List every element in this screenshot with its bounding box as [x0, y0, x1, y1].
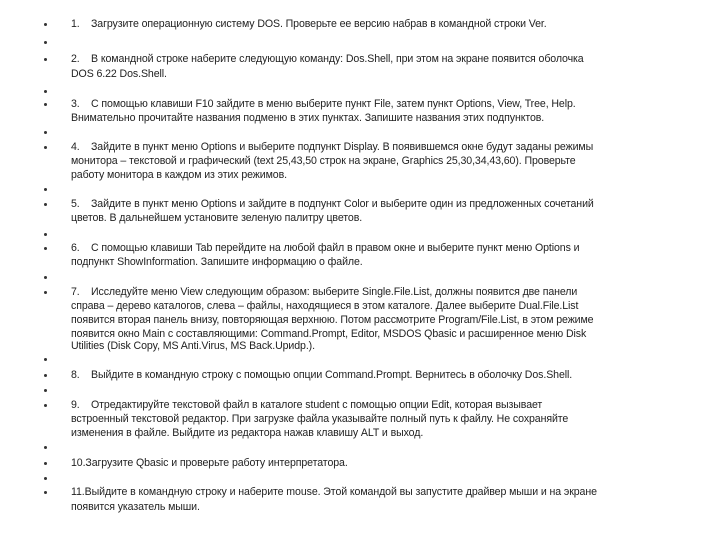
- text-line: [0, 471, 720, 486]
- bullet-icon: [44, 446, 47, 449]
- bullet-icon: [44, 23, 47, 26]
- line-text: цветов. В дальнейшем установите зеленую палитру цветов.: [71, 212, 363, 224]
- line-text: появится окно Main с составляющими: Command.Prompt, Editor, MSDOS Qbasic и расширенное меню Disk: [71, 328, 587, 340]
- text-line: [0, 352, 720, 367]
- line-text: Utilities (Disk Copy, MS Anti.Virus, MS Back.Upиdp.).: [71, 340, 315, 352]
- text-line: [0, 140, 720, 155]
- text-line: [0, 67, 720, 82]
- line-text: справа – дерево каталогов, слева – файлы, находящиеся в этом каталоге. Далее выберите Dual.File.List: [71, 300, 579, 312]
- bullet-icon: [44, 233, 47, 236]
- bullet-icon: [44, 103, 47, 106]
- text-line: [0, 241, 720, 256]
- line-text: монитора – текстовой и графический (text 25,43,50 строк на экране, Graphics 25,30,34,43,60). Проверьте: [71, 155, 576, 167]
- line-text: 9. Отредактируйте текстовой файл в каталоге student с помощью опции Edit, которая вызывает: [71, 399, 543, 411]
- bullet-icon: [44, 203, 47, 206]
- text-line: [0, 168, 720, 183]
- bullet-icon: [44, 491, 47, 494]
- bullet-icon: [44, 90, 47, 93]
- text-line: [0, 313, 720, 328]
- bullet-icon: [44, 291, 47, 294]
- line-text: 10.Загрузите Qbasic и проверьте работу интерпретатора.: [71, 457, 348, 469]
- line-text: 8. Выйдите в командную строку с помощью опции Command.Prompt. Вернитесь в оболочку Dos.Shell.: [71, 369, 573, 381]
- text-line: [0, 285, 720, 300]
- bullet-icon: [44, 404, 47, 407]
- line-text: работу монитора в каждом из этих режимов.: [71, 169, 287, 181]
- bullet-icon: [44, 374, 47, 377]
- line-text: 4. Зайдите в пункт меню Options и выберите подпункт Display. В появившемся окне будут заданы режимы: [71, 141, 594, 153]
- line-text: 11.Выйдите в командную строку и наберите mouse. Этой командой вы запустите драйвер мыши и на экране: [71, 486, 597, 498]
- line-text: встроенный текстовой редактор. При загрузке файла указывайте полный путь к файлу. Не сохраняйте: [71, 413, 569, 425]
- text-line: [0, 440, 720, 455]
- line-text: 2. В командной строке наберите следующую команду: Dos.Shell, при этом на экране появится оболочка: [71, 53, 584, 65]
- bullet-icon: [44, 58, 47, 61]
- text-line: [0, 52, 720, 67]
- text-line: [0, 35, 720, 50]
- bullet-icon: [44, 188, 47, 191]
- line-text: появится вторая панель внизу, повторяющая верхнюю. Потом рассмотрите Program/File.List, в этом режиме: [71, 314, 594, 326]
- bullet-icon: [44, 146, 47, 149]
- line-text: 1. Загрузите операционную систему DOS. Проверьте ее версию набрав в командной строки Ver.: [71, 18, 547, 30]
- bullet-icon: [44, 462, 47, 465]
- bullet-icon: [44, 247, 47, 250]
- text-line: [0, 97, 720, 112]
- text-line: [0, 485, 720, 500]
- text-line: [0, 299, 720, 314]
- line-text: подпункт ShowInformation. Запишите информацию о файле.: [71, 256, 363, 268]
- line-text: 5. Зайдите в пункт меню Options и зайдите в подпункт Color и выберите один из предложенных сочетаний: [71, 198, 594, 210]
- text-line: [0, 211, 720, 226]
- bullet-icon: [44, 41, 47, 44]
- text-line: [0, 125, 720, 140]
- line-text: 6. С помощью клавиши Tab перейдите на любой файл в правом окне и выберите пункт меню Options и: [71, 242, 580, 254]
- bullet-icon: [44, 131, 47, 134]
- text-line: [0, 456, 720, 471]
- text-line: [0, 383, 720, 398]
- text-line: [0, 412, 720, 427]
- bullet-icon: [44, 358, 47, 361]
- text-line: [0, 398, 720, 413]
- text-line: [0, 255, 720, 270]
- text-line: [0, 368, 720, 383]
- bullet-icon: [44, 276, 47, 279]
- line-text: DOS 6.22 Dos.Shell.: [71, 68, 167, 80]
- text-line: [0, 197, 720, 212]
- text-line: [0, 111, 720, 126]
- text-line: [0, 426, 720, 441]
- line-text: появится указатель мыши.: [71, 501, 200, 513]
- bullet-icon: [44, 477, 47, 480]
- text-line: [0, 227, 720, 242]
- text-line: [0, 500, 720, 515]
- line-text: изменения в файле. Выйдите из редактора нажав клавишу ALT и выход.: [71, 427, 424, 439]
- line-text: 7. Исследуйте меню View следующим образом: выберите Single.File.List, должны появится две панели: [71, 286, 578, 298]
- line-text: Внимательно прочитайте названия подменю в этих пунктах. Запишите названия этих подпунктов.: [71, 112, 545, 124]
- text-line: [0, 154, 720, 169]
- text-line: [0, 182, 720, 197]
- text-line: [0, 270, 720, 285]
- text-line: [0, 17, 720, 32]
- line-text: 3. С помощью клавиши F10 зайдите в меню выберите пункт File, затем пункт Options, View, Tree, Help.: [71, 98, 576, 110]
- bullet-icon: [44, 389, 47, 392]
